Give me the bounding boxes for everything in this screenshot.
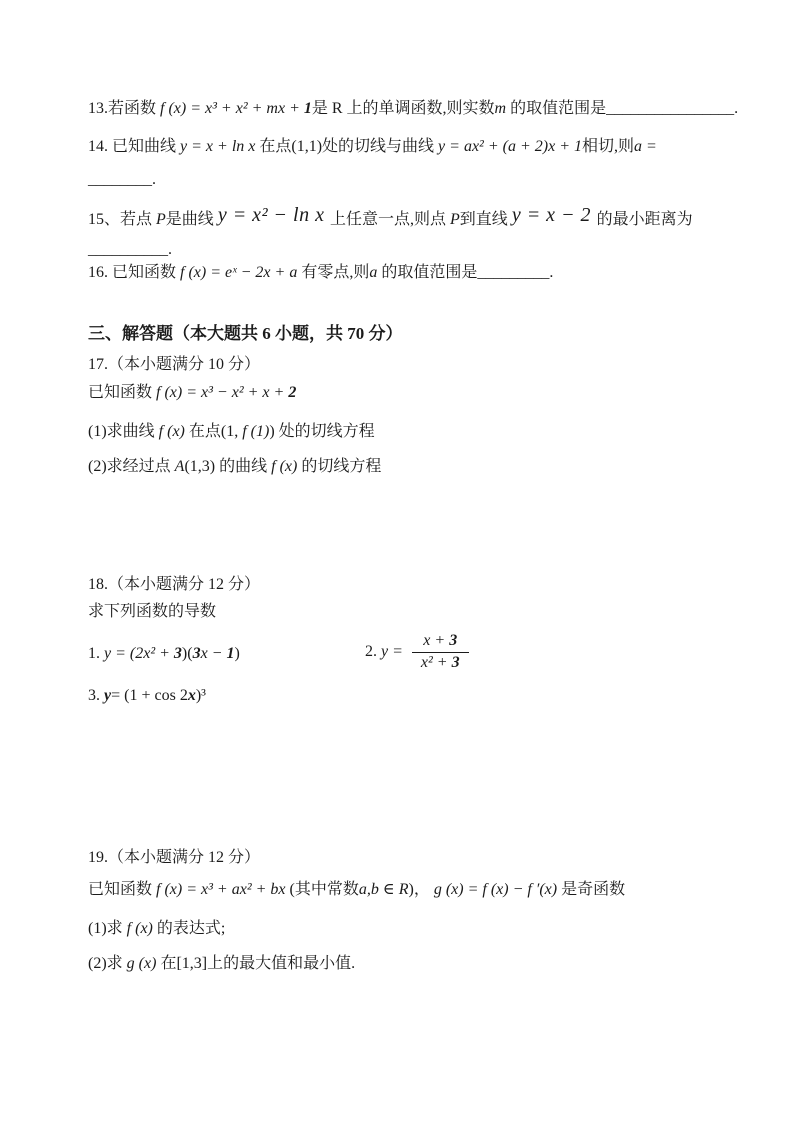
q15-period: . xyxy=(168,241,172,258)
q19-p2-a: (2)求 xyxy=(88,955,123,972)
q13-formula-bold: 1 xyxy=(303,100,312,117)
q17-p2-b: 的曲线 xyxy=(215,458,272,475)
question-18-intro xyxy=(88,600,216,624)
q19-p2-interval: [1,3] xyxy=(176,955,208,972)
q17-p1-b: 在点 xyxy=(188,423,221,440)
q17-p2-point-label: A xyxy=(174,458,185,475)
q17-p2-point: (1,3) xyxy=(184,458,216,475)
q17-p2-c: 的切线方程 xyxy=(301,458,382,475)
q18-item1-bold-2: 3 xyxy=(192,645,201,662)
q14-lead: 14. 已知曲线 xyxy=(88,138,181,155)
q17-p2-a: (2)求经过点 xyxy=(88,458,175,475)
fraction-denominator xyxy=(412,653,469,672)
q18-item3-formula: = (1 + cos 2 xyxy=(111,687,188,704)
q18-intro: 求下列函数的导数 xyxy=(88,603,217,620)
q18-item2-den-bold: 3 xyxy=(451,654,460,672)
q19-p1-b: 的表达式; xyxy=(156,920,226,937)
q17-formula-bold: 2 xyxy=(288,384,297,401)
question-18-head xyxy=(88,573,260,597)
q15-point-p1: P xyxy=(156,211,166,228)
question-19-given xyxy=(88,878,625,902)
q15-curve-formula: y = x² − ln x xyxy=(217,204,330,226)
question-17-given xyxy=(88,381,296,405)
q18-item2-lhs: y = xyxy=(381,643,407,660)
question-15 xyxy=(88,200,693,235)
question-17-part-2 xyxy=(88,455,381,479)
q18-item1-formula-2: x − xyxy=(200,645,227,662)
q17-p1-f: f (x) xyxy=(158,423,189,440)
question-14 xyxy=(88,135,657,159)
question-15-blank-line xyxy=(88,238,172,262)
q14-period: . xyxy=(152,171,156,188)
q19-p2-b: 在 xyxy=(160,955,177,972)
q19-formula-1: f (x) = x³ + ax² + bx xyxy=(156,881,290,898)
q14-point: (1,1) xyxy=(291,138,323,155)
q14-answer-blank: ________ xyxy=(88,171,152,188)
q18-item1-bold-3: 1 xyxy=(226,645,235,662)
q15-mid3: 到直线 xyxy=(459,211,512,228)
question-17-part-1 xyxy=(88,420,375,444)
q16-formula: f (x) = eˣ − 2x + a xyxy=(180,264,302,281)
q17-p1-c: 处的切线方程 xyxy=(274,423,375,440)
q19-formula-2: g (x) = f (x) − f ′(x) xyxy=(433,881,562,898)
question-13 xyxy=(88,97,738,121)
q17-head: 17.（本小题满分 10 分） xyxy=(88,356,261,373)
q16-answer-blank: _________ xyxy=(477,264,550,281)
question-19-part-2 xyxy=(88,952,355,976)
q19-p1-a: (1)求 xyxy=(88,920,123,937)
q14-mid3: 相切,则 xyxy=(582,138,635,155)
q19-mid2: )， xyxy=(408,881,434,898)
fraction-numerator xyxy=(412,632,469,653)
question-17-head xyxy=(88,353,260,377)
q15-mid1: 是曲线 xyxy=(165,211,218,228)
q17-given-label: 已知函数 xyxy=(88,384,157,401)
q19-p2-g: g (x) xyxy=(122,955,161,972)
q13-var: m xyxy=(494,100,507,117)
question-16 xyxy=(88,261,553,285)
q15-tail: 的最小距离为 xyxy=(596,211,693,228)
q14-formula-1: y = x + ln x xyxy=(180,138,260,155)
q18-head: 18.（本小题满分 12 分） xyxy=(88,576,261,593)
q16-period: . xyxy=(549,264,554,281)
q16-tail: 的取值范围是 xyxy=(377,264,478,281)
q16-lead: 16. 已知函数 xyxy=(88,264,181,281)
q17-formula: f (x) = x³ − x² + x + xyxy=(156,384,289,401)
section-3-title: 三、解答题（本大题共 6 小题，共 70 分） xyxy=(88,324,403,343)
q18-item1-bold-1: 3 xyxy=(173,645,182,662)
q18-item1-close-paren: ) xyxy=(234,645,240,662)
q19-p2-c: 上的最大值和最小值. xyxy=(207,955,356,972)
q18-item3-close: )³ xyxy=(195,687,206,704)
q13-answer-blank: ________________ xyxy=(606,100,735,117)
q13-mid: 是 R 上的单调函数,则实数 xyxy=(311,100,495,117)
q13-period: . xyxy=(734,100,739,117)
q18-item3-y: y xyxy=(104,687,112,704)
q15-mid2: 上任意一点,则点 xyxy=(330,211,451,228)
q15-point-p2: P xyxy=(450,211,460,228)
q18-item3-number: 3. xyxy=(88,687,104,704)
question-19-head xyxy=(88,846,260,870)
q18-item-2 xyxy=(365,626,469,678)
q13-formula: f (x) = x³ + x² + mx + xyxy=(160,100,304,117)
q14-var: a = xyxy=(634,138,657,155)
q18-item2-number: 2. xyxy=(365,643,381,660)
section-3-heading xyxy=(88,322,403,346)
q18-item3-x: x xyxy=(187,687,196,704)
q18-item1-number: 1. xyxy=(88,645,104,662)
q19-mid1: (其中常数 xyxy=(289,881,359,898)
q17-p1-point-open: (1, xyxy=(220,423,243,440)
q15-answer-blank: __________ xyxy=(88,241,168,258)
q19-given-label: 已知函数 xyxy=(88,881,157,898)
q18-item2-num-bold: 3 xyxy=(449,631,458,649)
q13-lead: 13.若函数 xyxy=(88,100,161,117)
q18-item2-fraction xyxy=(412,632,469,673)
q19-constants: a,b ∈ R xyxy=(358,881,409,898)
q18-item-3 xyxy=(88,684,206,708)
q14-formula-2: y = ax² + (a + 2)x + 1 xyxy=(438,138,582,155)
q18-item1-formula: y = (2x² + xyxy=(104,645,174,662)
question-19-part-1 xyxy=(88,917,225,941)
q17-p1-point-close: ) xyxy=(269,423,275,440)
question-14-blank-line xyxy=(88,168,156,192)
q18-item2-num: x + xyxy=(423,631,450,649)
q17-p1-a: (1)求曲线 xyxy=(88,423,159,440)
q18-item1-parens: )( xyxy=(181,645,193,662)
q13-tail: 的取值范围是 xyxy=(506,100,607,117)
q19-p1-f: f (x) xyxy=(122,920,157,937)
q17-p1-point-f: f (1) xyxy=(242,423,270,440)
q14-mid2: 处的切线与曲线 xyxy=(322,138,439,155)
q16-mid: 有零点,则 xyxy=(301,264,370,281)
q15-lead: 15、若点 xyxy=(88,211,157,228)
q15-line-formula: y = x − 2 xyxy=(511,204,597,226)
q19-tail: 是奇函数 xyxy=(561,881,626,898)
q17-p2-f2: f (x) xyxy=(271,458,302,475)
q16-var: a xyxy=(369,264,378,281)
q18-item-1 xyxy=(88,642,240,666)
q19-head: 19.（本小题满分 12 分） xyxy=(88,849,261,866)
q14-mid1: 在点 xyxy=(259,138,292,155)
q18-item2-den: x² + xyxy=(420,654,452,672)
